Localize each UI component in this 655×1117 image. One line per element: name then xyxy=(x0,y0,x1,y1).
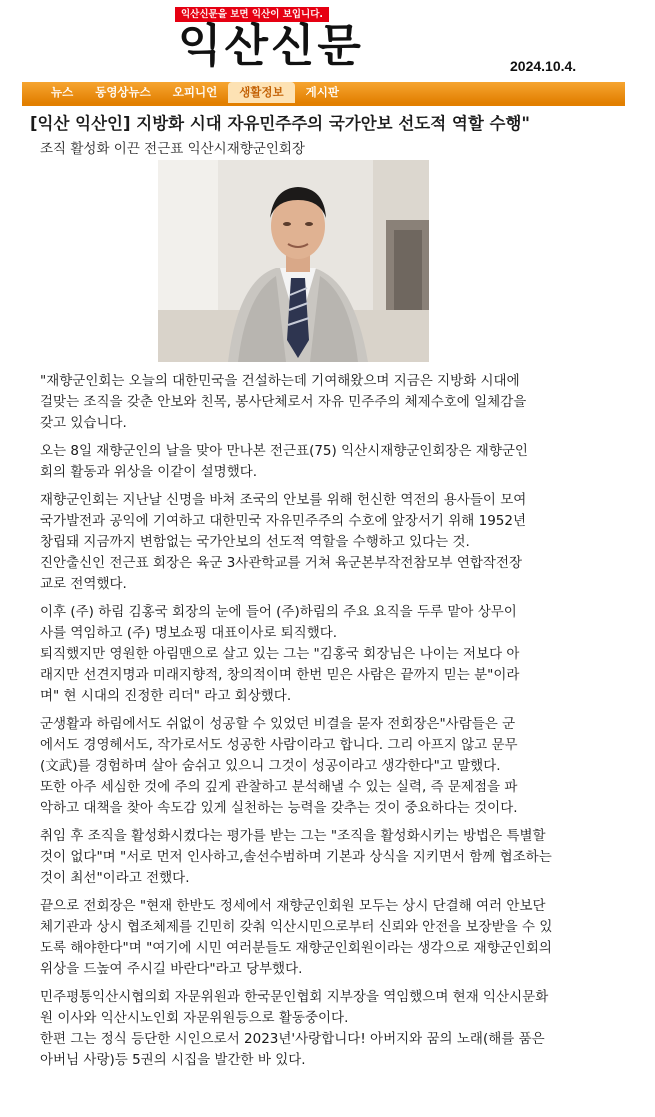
article-paragraph: 취임 후 조직을 활성화시켰다는 평가를 받는 그는 "조직을 활성화시키는 방법은 특별할 것이 없다"며 "서로 먼저 인사하고,솔선수범하며 기본과 상식을 지키면서 함께 협조하는 것이 최선"이라고 전했다. xyxy=(40,828,552,886)
nav-item-news[interactable]: 뉴스 xyxy=(51,85,74,99)
article-paragraph: 군생활과 하림에서도 쉬없이 성공할 수 있었던 비결을 묻자 전회장은"사람들은 군 에서도 경영헤서도, 작가로서도 성공한 사람이라고 합니다. 그리 아프지 않고 문무 (文武)를 경험하며 살아 숨쉬고 있으니 그것이 성공이라고 생각한다"고 말했다. 또한 아주 세심한 것에 주의 깊게 관찰하고 분석해낼 수 있는 실력, 즉 문제점을 파 악하고 대책을 찾아 속도감 있게 실천하는 능력을 갖추는 것이 중요하다는 것이다. xyxy=(40,716,518,816)
article-paragraph: 오는 8일 재향군인의 날을 맞아 만나본 전근표(75) 익산시재향군인회장은 재향군인 회의 활동과 위상을 이같이 설명했다. xyxy=(40,443,528,480)
masthead xyxy=(0,0,655,80)
article-body xyxy=(40,371,635,1078)
nav-item-living-info[interactable]: 생활정보 xyxy=(228,82,294,103)
article-paragraph: 민주평통익산시협의회 자문위원과 한국문인협회 지부장을 역임했으며 현재 익산시문화 원 이사와 익산시노인회 자문위원등으로 활동중이다. 한편 그는 정식 등단한 시인으로서 2023년'사랑합니다! 아버지와 꿈의 노래(해를 품은 아버님 사랑)등 5권의 시집을 발간한 바 있다. xyxy=(40,989,549,1068)
article-paragraph: 이후 (주) 하림 김홍국 회장의 눈에 들어 (주)하림의 주요 요직을 두루 맡아 상무이 사를 역임하고 (주) 명보쇼핑 대표이사로 퇴직했다. 퇴직했지만 영원한 아림맨으로 살고 있는 그는 "김홍국 회장님은 나이는 저보다 아 래지만 선견지명과 미래지향적, 창의적이며 한번 믿은 사람은 끝까지 믿는 분"이라 며" 현 시대의 진정한 리더" 라고 회상했다. xyxy=(40,604,520,704)
masthead-slogan: 익산신문을 보면 익산이 보입니다. xyxy=(175,7,329,22)
newspaper-logo[interactable]: 익산신문 xyxy=(178,19,364,72)
nav-item-opinion[interactable]: 오피니언 xyxy=(172,85,218,99)
article-paragraph: 재향군인회는 지난날 신명을 바쳐 조국의 안보를 위해 헌신한 역전의 용사들이 모여 국가발전과 공익에 기여하고 대한민국 자유민주주의 수호에 앞장서기 위해 1952년 창립돼 지금까지 변함없는 국가안보의 선도적 역할을 수행하고 있다는 것. 진안출신인 전근표 회장은 육군 3사관학교를 거쳐 육군본부작전참모부 연합작전장 교로 전역했다. xyxy=(40,492,527,592)
article-photo xyxy=(158,160,429,362)
portrait-photo-illustration xyxy=(158,160,429,362)
article-subheadline: 조직 활성화 이끈 전근표 익산시재향군인회장 xyxy=(40,141,305,157)
article-paragraph: "재향군인회는 오늘의 대한민국을 건설하는데 기여해왔으며 지금은 지방화 시대에 걸맞는 조직을 갖춘 안보와 친목, 봉사단체로서 자유 민주주의 체제수호에 일체감을 갖고 있습니다. xyxy=(40,373,527,431)
main-navigation xyxy=(22,82,625,103)
article-paragraph: 끝으로 전회장은 "현재 한반도 정세에서 재향군인회원 모두는 상시 단결해 여러 안보단 체기관과 상시 협조체제를 긴민히 갖춰 익산시민으로부터 신뢰와 안전을 보장받을 수 있 도록 해야한다"며 "여기에 시민 여러분들도 재향군인회원이라는 생각으로 재향군인회의 위상을 드높여 주시길 바란다"라고 당부했다. xyxy=(40,898,553,977)
nav-item-video-news[interactable]: 동영상뉴스 xyxy=(95,85,151,99)
issue-date: 2024.10.4. xyxy=(510,58,577,74)
nav-divider xyxy=(22,103,625,106)
article-headline: [익산 익산인] 지방화 시대 자유민주주의 국가안보 선도적 역할 수행" xyxy=(30,114,530,133)
nav-item-board[interactable]: 게시판 xyxy=(305,85,339,99)
